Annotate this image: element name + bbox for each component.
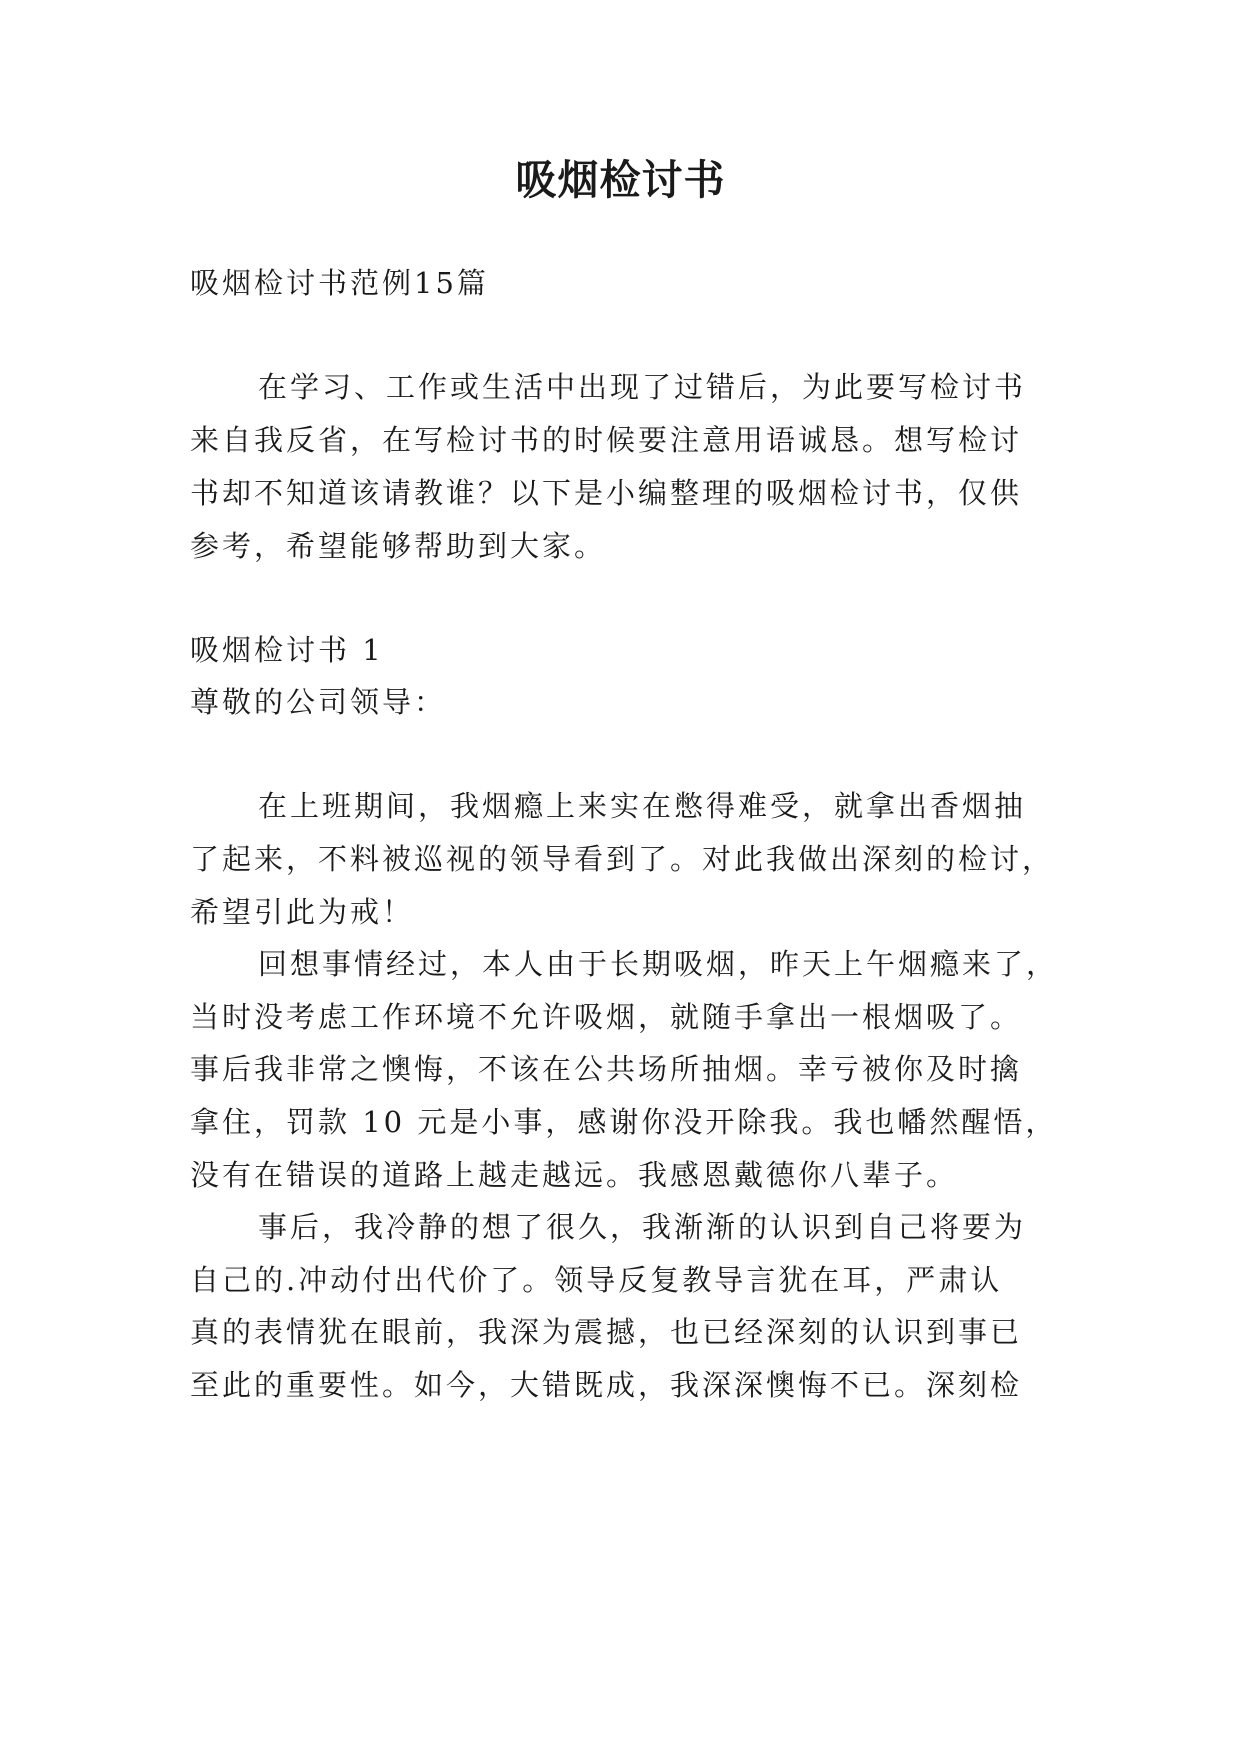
paragraph-line: 回想事情经过，本人由于长期吸烟，昨天上午烟瘾来了， — [258, 947, 1059, 981]
page-title: 吸烟检讨书 — [515, 156, 726, 204]
intro-line: 书却不知道该请教谁？以下是小编整理的吸烟检讨书，仅供 — [190, 476, 1023, 510]
paragraph-line: 事后我非常之懊悔，不该在公共场所抽烟。幸亏被你及时擒 — [190, 1052, 1023, 1086]
paragraph-line: 了起来，不料被巡视的领导看到了。对此我做出深刻的检讨， — [190, 842, 1055, 876]
paragraph-line: 在上班期间，我烟瘾上来实在憋得难受，就拿出香烟抽 — [258, 789, 1027, 823]
paragraph-line: 自己的.冲动付出代价了。领导反复教导言犹在耳，严肃认 — [190, 1263, 1003, 1297]
paragraph-line: 当时没考虑工作环境不允许吸烟，就随手拿出一根烟吸了。 — [190, 1000, 1023, 1034]
paragraph-line: 事后，我冷静的想了很久，我渐渐的认识到自己将要为 — [258, 1210, 1027, 1244]
intro-line: 在学习、工作或生活中出现了过错后，为此要写检讨书 — [258, 370, 1027, 404]
paragraph-line: 没有在错误的道路上越走越远。我感恩戴德你八辈子。 — [190, 1158, 959, 1192]
paragraph-line: 至此的重要性。如今，大错既成，我深深懊悔不已。深刻检 — [190, 1368, 1023, 1402]
paragraph-line: 希望引此为戒！ — [190, 895, 415, 929]
document-subtitle: 吸烟检讨书范例15篇 — [190, 266, 489, 300]
salutation: 尊敬的公司领导： — [190, 685, 447, 719]
paragraph-line: 真的表情犹在眼前，我深为震撼，也已经深刻的认识到事已 — [190, 1315, 1023, 1349]
intro-line: 参考，希望能够帮助到大家。 — [190, 529, 607, 563]
paragraph-line: 拿住，罚款 10 元是小事，感谢你没开除我。我也幡然醒悟， — [190, 1105, 1058, 1139]
section-heading: 吸烟检讨书 1 — [190, 633, 384, 667]
intro-line: 来自我反省，在写检讨书的时候要注意用语诚恳。想写检讨 — [190, 423, 1023, 457]
